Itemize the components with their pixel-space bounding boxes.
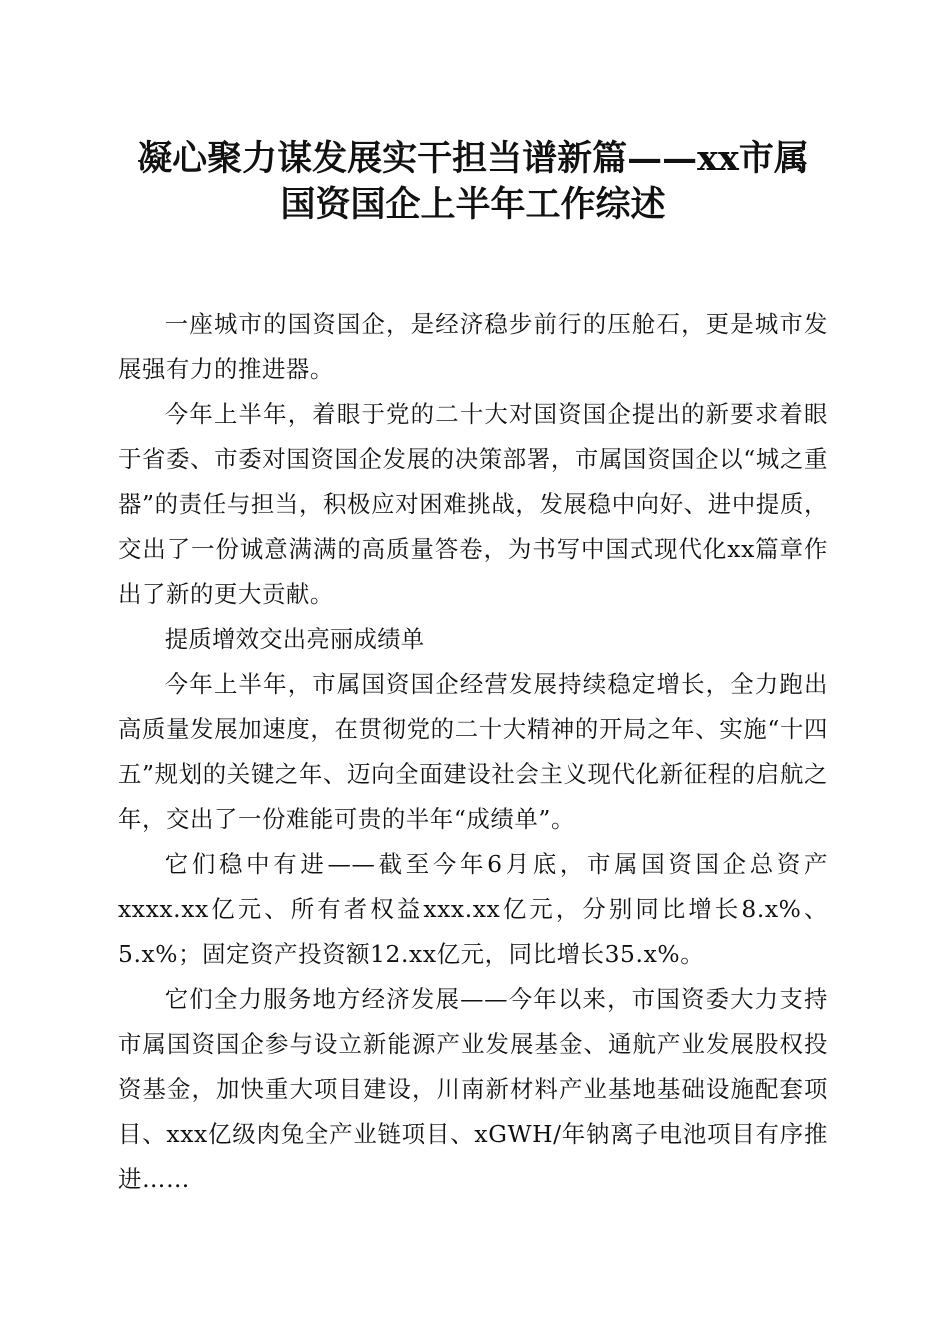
section-heading: 提质增效交出亮丽成绩单 — [164, 625, 425, 653]
paragraph-growth: 今年上半年，市属国资国企经营发展持续稳定增长，全力跑出高质量发展加速度，在贯彻党的二十大精神的开局之年、实施“十四五”规划的关键之年、迈向全面建设社会主义现代化新征程的启航之年，交出了一份难能可贵的半年“成绩单”。 — [118, 670, 828, 833]
document-body — [118, 302, 828, 1202]
paragraph-projects: 它们全力服务地方经济发展——今年以来，市国资委大力支持市属国资国企参与设立新能源产业发展基金、通航产业发展股权投资基金，加快重大项目建设，川南新材料产业基地基础设施配套项目、xxx亿级肉兔全产业链项目、xGWH/年钠离子电池项目有序推进…… — [118, 985, 828, 1193]
paragraph-overview: 今年上半年，着眼于党的二十大对国资国企提出的新要求着眼于省委、市委对国资国企发展的决策部署，市属国资国企以“城之重器”的责任与担当，积极应对困难挑战，发展稳中向好、进中提质，交出了一份诚意满满的高质量答卷，为书写中国式现代化xx篇章作出了新的更大贡献。 — [118, 400, 828, 608]
paragraph-figures: 它们稳中有进——截至今年6月底，市属国资国企总资产xxxx.xx亿元、所有者权益xxx.xx亿元，分别同比增长8.x%、5.x%；固定资产投资额12.xx亿元，同比增长35.x%。 — [118, 850, 828, 968]
title-line-1: 凝心聚力谋发展实干担当谱新篇——xx市属 — [137, 138, 809, 179]
document-title — [118, 0, 828, 228]
title-line-2: 国资国企上半年工作综述 — [280, 184, 666, 225]
paragraph-intro: 一座城市的国资国企，是经济稳步前行的压舱石，更是城市发展强有力的推进器。 — [118, 310, 828, 383]
document-page — [118, 0, 828, 1202]
